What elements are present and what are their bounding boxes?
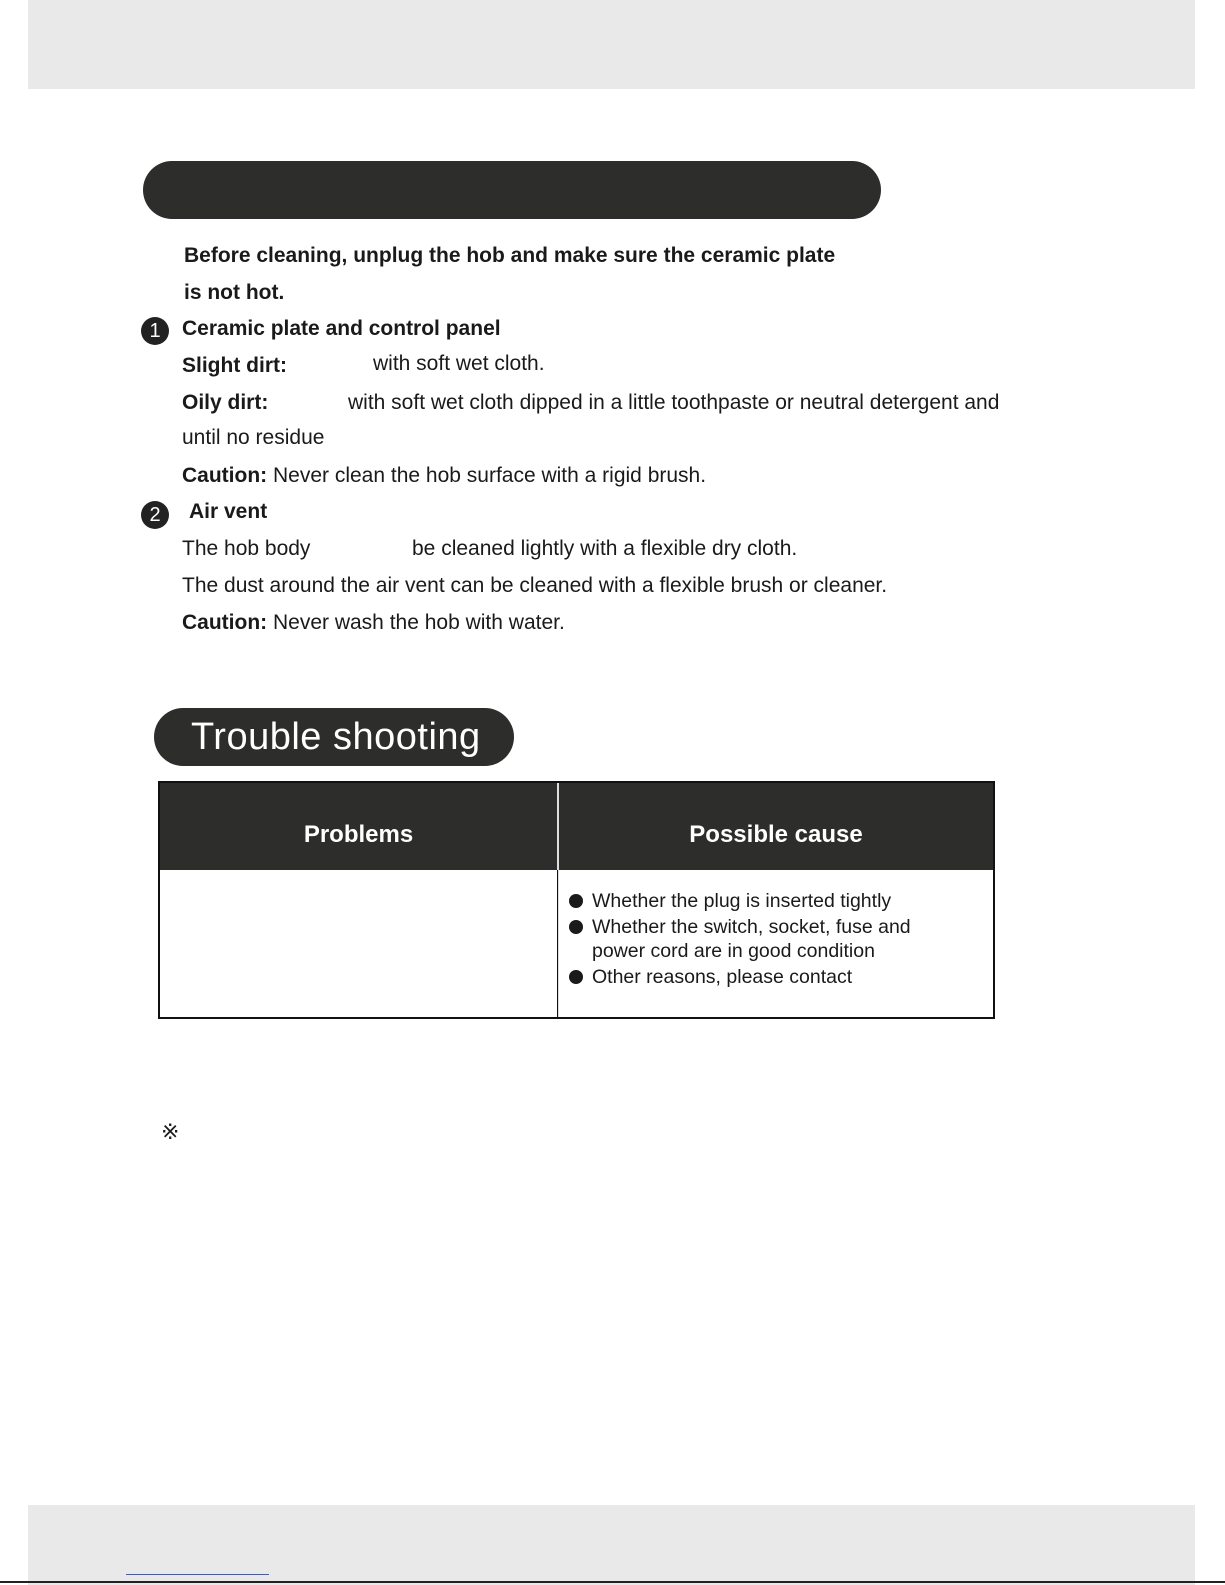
- oily-dirt-text-continued: until no residue: [182, 426, 325, 449]
- trouble-shooting-table: [158, 781, 995, 1019]
- cause-text: Other reasons, please contact: [592, 966, 853, 988]
- header-band: [28, 0, 1195, 89]
- intro-line-2: is not hot.: [184, 281, 285, 304]
- header-possible-cause: Possible cause: [689, 821, 863, 848]
- air-vent-dust-text: The dust around the air vent can be cleaned with a flexible brush or cleaner.: [182, 574, 888, 597]
- hob-body-text-b: be cleaned lightly with a flexible dry cloth.: [412, 537, 798, 560]
- footer-link-underline[interactable]: [126, 1574, 269, 1575]
- oily-dirt-label: Oily dirt:: [182, 391, 269, 414]
- hob-body-text-a: The hob body: [182, 537, 311, 560]
- column-divider-body: [557, 870, 558, 1019]
- step-number-1: 1: [141, 317, 169, 345]
- air-vent-heading: Air vent: [189, 500, 268, 523]
- table-header: [160, 783, 993, 870]
- cause-text: Whether the plug is inserted tightly: [592, 890, 892, 912]
- bullet-icon: [569, 970, 583, 984]
- slight-dirt-text: with soft wet cloth.: [373, 352, 545, 375]
- page-bottom-rule: [0, 1581, 1225, 1583]
- intro-line-1: Before cleaning, unplug the hob and make sure the ceramic plate: [184, 244, 836, 267]
- bullet-icon: [569, 920, 583, 934]
- trouble-shooting-title: Trouble shooting: [154, 708, 514, 766]
- cleaning-section-banner: [143, 161, 881, 219]
- list-item: [569, 915, 989, 963]
- caution-text: Never wash the hob with water.: [267, 611, 565, 634]
- caution-water: [182, 610, 565, 636]
- header-problems: Problems: [303, 821, 414, 848]
- reference-mark-icon: ※: [161, 1119, 180, 1144]
- slight-dirt-label: Slight dirt:: [182, 354, 287, 377]
- caution-rigid-brush: [182, 463, 706, 489]
- oily-dirt-text: with soft wet cloth dipped in a little toothpaste or neutral detergent and: [348, 391, 1000, 414]
- list-item: [569, 889, 989, 913]
- caution-label: Caution:: [182, 464, 268, 487]
- list-item: [569, 965, 989, 989]
- caution-label: Caution:: [182, 611, 268, 634]
- possible-cause-list: [569, 889, 989, 991]
- step-number-2: 2: [141, 501, 169, 529]
- cause-text: Whether the switch, socket, fuse and power cord are in good condition: [592, 916, 911, 962]
- ceramic-plate-heading: Ceramic plate and control panel: [182, 317, 501, 340]
- caution-text: Never clean the hob surface with a rigid brush.: [267, 464, 707, 487]
- footer-band: [28, 1505, 1195, 1585]
- bullet-icon: [569, 894, 583, 908]
